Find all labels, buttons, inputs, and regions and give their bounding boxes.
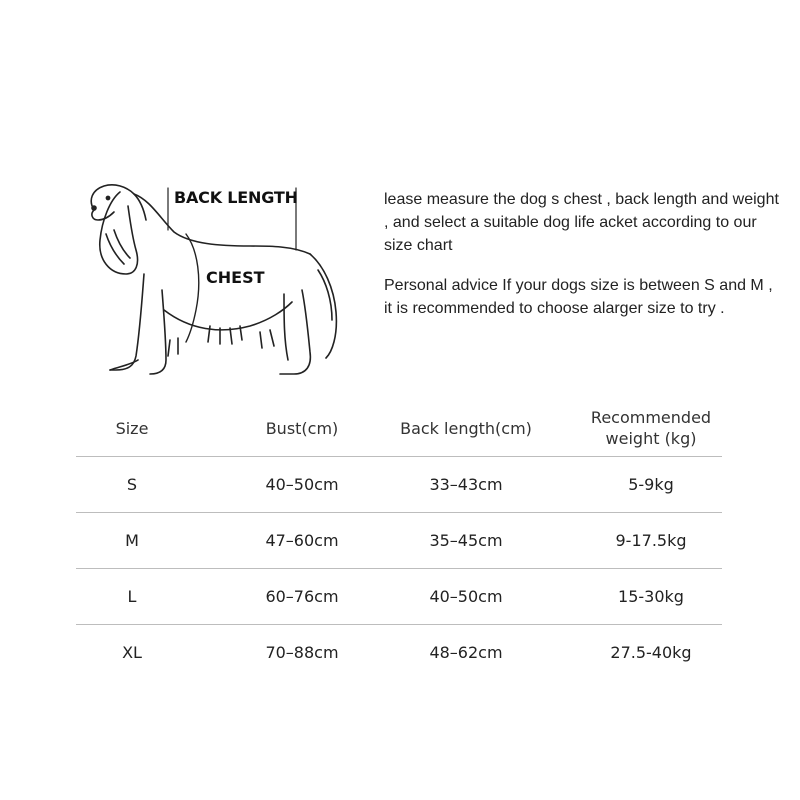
chest-label: CHEST: [206, 268, 265, 287]
back-length-cell: 48–62cm: [429, 643, 503, 662]
back-length-label: BACK LENGTH: [174, 188, 298, 207]
measurement-instructions: [384, 188, 784, 320]
size-chart-table: [76, 400, 722, 680]
weight-cell: 27.5-40kg: [610, 643, 692, 662]
size-cell: XL: [122, 643, 142, 662]
advice-paragraph: Personal advice If your dogs size is between S and M , it is recommended to choose alarger size to try .: [384, 277, 773, 317]
bust-cell: 40–50cm: [265, 475, 339, 494]
header-back-length: Back length(cm): [400, 418, 532, 438]
weight-cell: 15-30kg: [618, 587, 684, 606]
size-cell: S: [126, 475, 138, 494]
weight-cell: 5-9kg: [628, 475, 674, 494]
table-row: [76, 513, 722, 569]
header-recommended-weight: Recommended weight (kg): [590, 408, 712, 448]
header-bust: Bust(cm): [265, 418, 339, 438]
size-cell: L: [127, 587, 137, 606]
size-cell: M: [125, 531, 139, 550]
table-row: [76, 457, 722, 513]
bust-cell: 70–88cm: [265, 643, 339, 662]
bust-cell: 60–76cm: [265, 587, 339, 606]
table-row: [76, 625, 722, 680]
bust-cell: 47–60cm: [265, 531, 339, 550]
back-length-cell: 33–43cm: [429, 475, 503, 494]
weight-cell: 9-17.5kg: [615, 531, 687, 550]
table-header-row: [76, 400, 722, 457]
dog-measurement-illustration: [70, 170, 380, 390]
back-length-cell: 35–45cm: [429, 531, 503, 550]
header-size: Size: [115, 418, 149, 438]
instruction-paragraph: lease measure the dog s chest , back length and weight , and select a suitable dog life acket according to our size chart: [384, 191, 779, 254]
back-length-cell: 40–50cm: [429, 587, 503, 606]
table-row: [76, 569, 722, 625]
